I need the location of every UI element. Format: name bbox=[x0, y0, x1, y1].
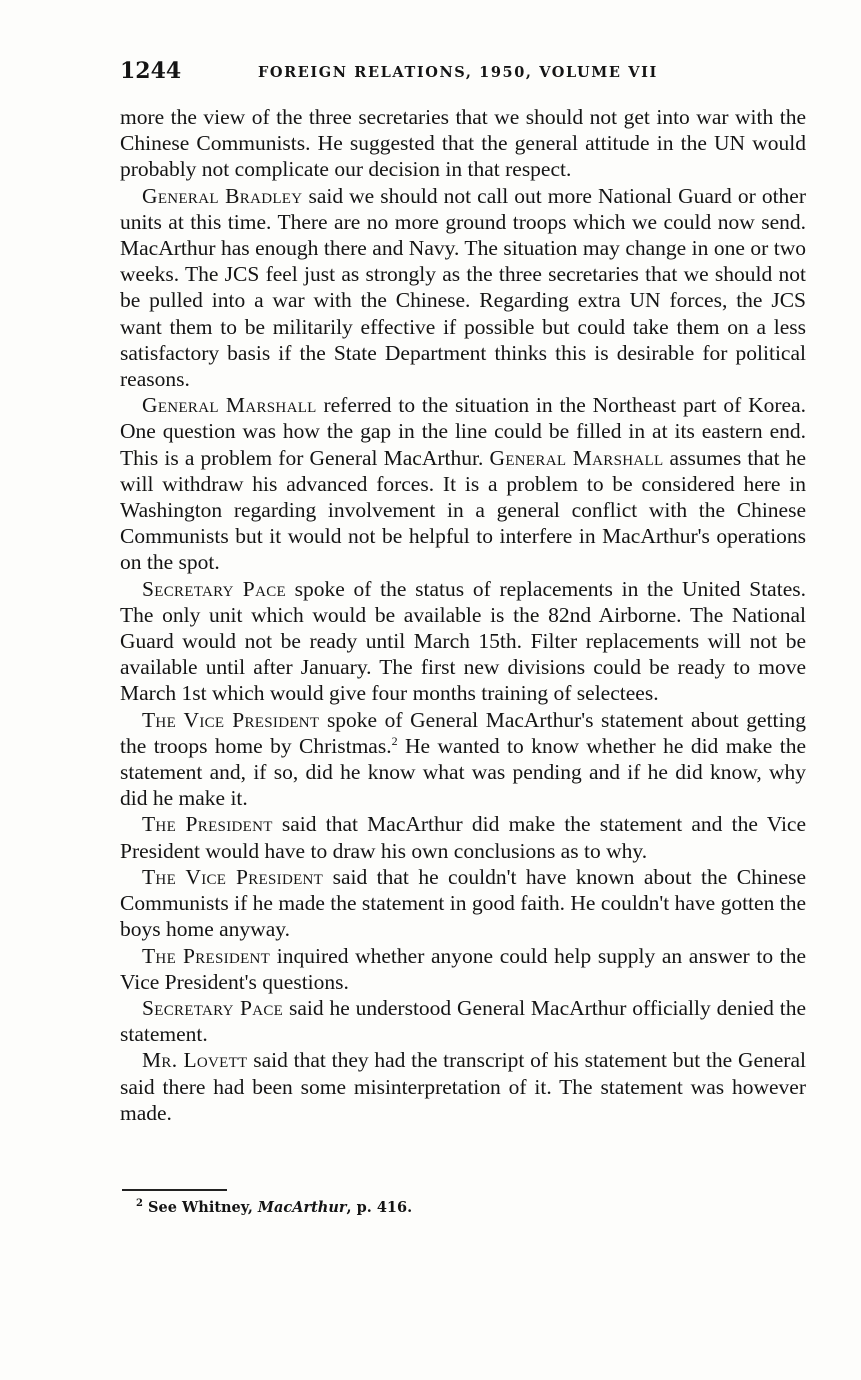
paragraph-text: He wanted to know whether he did make the statement and, if so, did he know what was pending and if he did know, why did he make it. bbox=[120, 733, 806, 811]
speaker-name: The Vice President bbox=[142, 707, 320, 732]
paragraph bbox=[120, 811, 806, 863]
paragraph-text: said he understood General MacArthur officially denied the statement. bbox=[120, 995, 806, 1047]
footnote bbox=[136, 1199, 412, 1216]
body-text bbox=[120, 104, 806, 1126]
paragraph bbox=[120, 576, 806, 707]
speaker-name: Secretary Pace bbox=[142, 995, 284, 1020]
paragraph bbox=[120, 104, 806, 183]
paragraph-text: referred to the situation in the Northeast part of Korea. One question was how the gap in the line could be filled in at its eastern end. This is a problem for General MacArthur. bbox=[120, 393, 806, 470]
page-number: 1244 bbox=[120, 58, 182, 84]
paragraph bbox=[120, 943, 806, 995]
speaker-name: The President bbox=[142, 943, 271, 968]
running-head: FOREIGN RELATIONS, 1950, VOLUME VII bbox=[258, 64, 658, 81]
paragraph-text: inquired whether anyone could help supply an answer to the Vice President's questions. bbox=[120, 943, 806, 994]
paragraph-text: said that MacArthur did make the statement and the Vice President would have to draw his own conclusions as to why. bbox=[120, 812, 807, 863]
footnote-divider bbox=[122, 1189, 227, 1191]
speaker-name: General Marshall bbox=[489, 445, 664, 470]
paragraph bbox=[120, 392, 806, 575]
speaker-name: General Bradley bbox=[142, 183, 303, 208]
page-header bbox=[120, 58, 800, 92]
footnote-reference[interactable]: 2 bbox=[391, 733, 398, 748]
paragraph bbox=[120, 183, 806, 393]
paragraph bbox=[120, 1047, 806, 1126]
paragraph-text: spoke of General MacArthur's statement about getting the troops home by Christmas. bbox=[120, 707, 806, 758]
paragraph-text: more the view of the three secretaries that we should not get into war with the Chinese Communists. He suggested that the general attitude in the UN would probably not complicate our decision in that respect. bbox=[120, 105, 806, 182]
paragraph-text: said that they had the transcript of his statement but the General said there had been some misinterpretation of it. The statement was however made. bbox=[120, 1048, 806, 1125]
paragraph bbox=[120, 707, 806, 812]
footnote-text: See Whitney, bbox=[142, 1199, 258, 1216]
speaker-name: The President bbox=[142, 812, 273, 837]
paragraph-text: spoke of the status of replacements in the United States. The only unit which would be available is the 82nd Airborne. The National Guard would not be ready until March 15th. Filter replacements will not be available until after January. The first new divisions could be ready to move March 1st which would give four months training of selectees. bbox=[120, 576, 806, 706]
paragraph-text: assumes that he will withdraw his advanced forces. It is a problem to be considered here in Washington regarding involvement in a general conflict with the Chinese Communists but it would not be helpful to interfere in MacArthur's operations on the spot. bbox=[120, 445, 806, 575]
paragraph bbox=[120, 995, 806, 1047]
speaker-name: The Vice President bbox=[142, 864, 324, 889]
speaker-name: General Marshall bbox=[142, 393, 317, 418]
paragraph-text: said we should not call out more National Guard or other units at this time. There are no more ground troops which we could now send. MacArthur has enough there and Navy. The situation may change in one or two weeks. The JCS feel just as strongly as the three secretaries that we should not be pulled into a war with the Chinese. Regarding extra UN forces, the JCS want them to be militarily effective if possible but could take them on a less satisfactory basis if the State Department thinks this is desirable for political reasons. bbox=[120, 183, 806, 392]
paragraph-text: said that he couldn't have known about the Chinese Communists if he made the statement in good faith. He couldn't have gotten the boys home anyway. bbox=[120, 864, 806, 942]
footnote-text: , p. 416. bbox=[346, 1199, 413, 1216]
footnote-title: MacArthur bbox=[257, 1199, 347, 1216]
speaker-name: Mr. Lovett bbox=[142, 1048, 248, 1073]
paragraph bbox=[120, 864, 806, 943]
footnote-mark: 2 bbox=[136, 1198, 143, 1210]
speaker-name: Secretary Pace bbox=[142, 576, 286, 601]
